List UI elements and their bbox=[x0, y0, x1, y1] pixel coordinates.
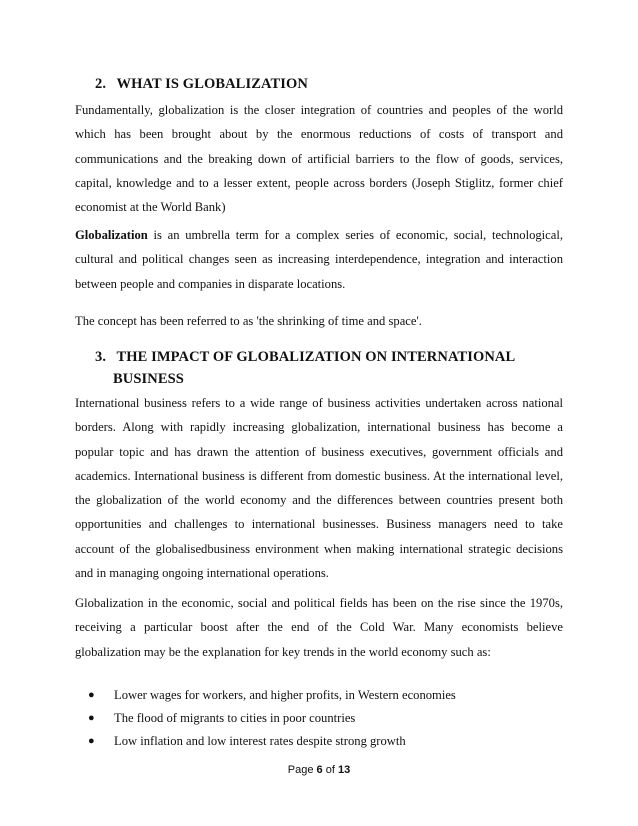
list-item: ● Low inflation and low interest rates despite strong growth bbox=[88, 730, 456, 753]
page-footer: Page 6 of 13 bbox=[287, 764, 351, 776]
total-page-number: 13 bbox=[337, 764, 351, 776]
section-2-paragraph-1: Fundamentally, globalization is the closer integration of countries and peoples of the world which has been brought about by the enormous reductions of costs of transport and communications and the breaking down of artificial barriers to the flow of goods, services, capital, knowledge and to a lesser extent, people across borders (Joseph Stiglitz, former chief economist at the World Bank) bbox=[75, 103, 563, 215]
section-3-title-line-1: THE IMPACT OF GLOBALIZATION ON INTERNATIONAL bbox=[116, 349, 516, 365]
globalization-term: Globalization bbox=[75, 228, 148, 242]
section-3-heading bbox=[95, 346, 515, 390]
section-3-paragraph-1: International business refers to a wide range of business activities undertaken across national borders. Along with rapidly increasing globalization, international business has become a popular topic and has drawn the attention of business executives, government officials and academics. International business is different from domestic business. At the international level, the globalization of the world economy and the differences between countries present both opportunities and challenges to international businesses. Business managers need to take account of the globalisedbusiness environment when making international strategic decisions and in managing ongoing international operations. bbox=[75, 396, 563, 581]
trends-bullet-list bbox=[88, 684, 456, 753]
bullet-icon: ● bbox=[88, 689, 95, 701]
current-page-number: 6 bbox=[316, 764, 323, 776]
section-3-number: 3. bbox=[95, 349, 107, 365]
section-2-title: WHAT IS GLOBALIZATION bbox=[116, 76, 308, 92]
section-2-number: 2. bbox=[95, 76, 107, 92]
section-2-paragraph-3: The concept has been referred to as 'the shrinking of time and space'. bbox=[75, 314, 422, 328]
section-2-paragraph-2-text: is an umbrella term for a complex series of economic, social, technological, cultural and political changes seen as increasing interdependence, integration and interaction between people and companies in disparate locations. bbox=[75, 228, 563, 291]
bullet-icon: ● bbox=[88, 735, 95, 747]
section-3-paragraph-2: Globalization in the economic, social and political fields has been on the rise since the 1970s, receiving a particular boost after the end of the Cold War. Many economists believe globalization may be the explanation for key trends in the world economy such as: bbox=[75, 596, 563, 659]
list-item: ● Lower wages for workers, and higher profits, in Western economies bbox=[88, 684, 456, 707]
section-2-paragraph-2 bbox=[75, 223, 563, 296]
section-3-title-line-2: BUSINESS bbox=[113, 371, 184, 387]
bullet-icon: ● bbox=[88, 712, 95, 724]
section-2-heading bbox=[95, 73, 308, 95]
list-item: ● The flood of migrants to cities in poor countries bbox=[88, 707, 456, 730]
